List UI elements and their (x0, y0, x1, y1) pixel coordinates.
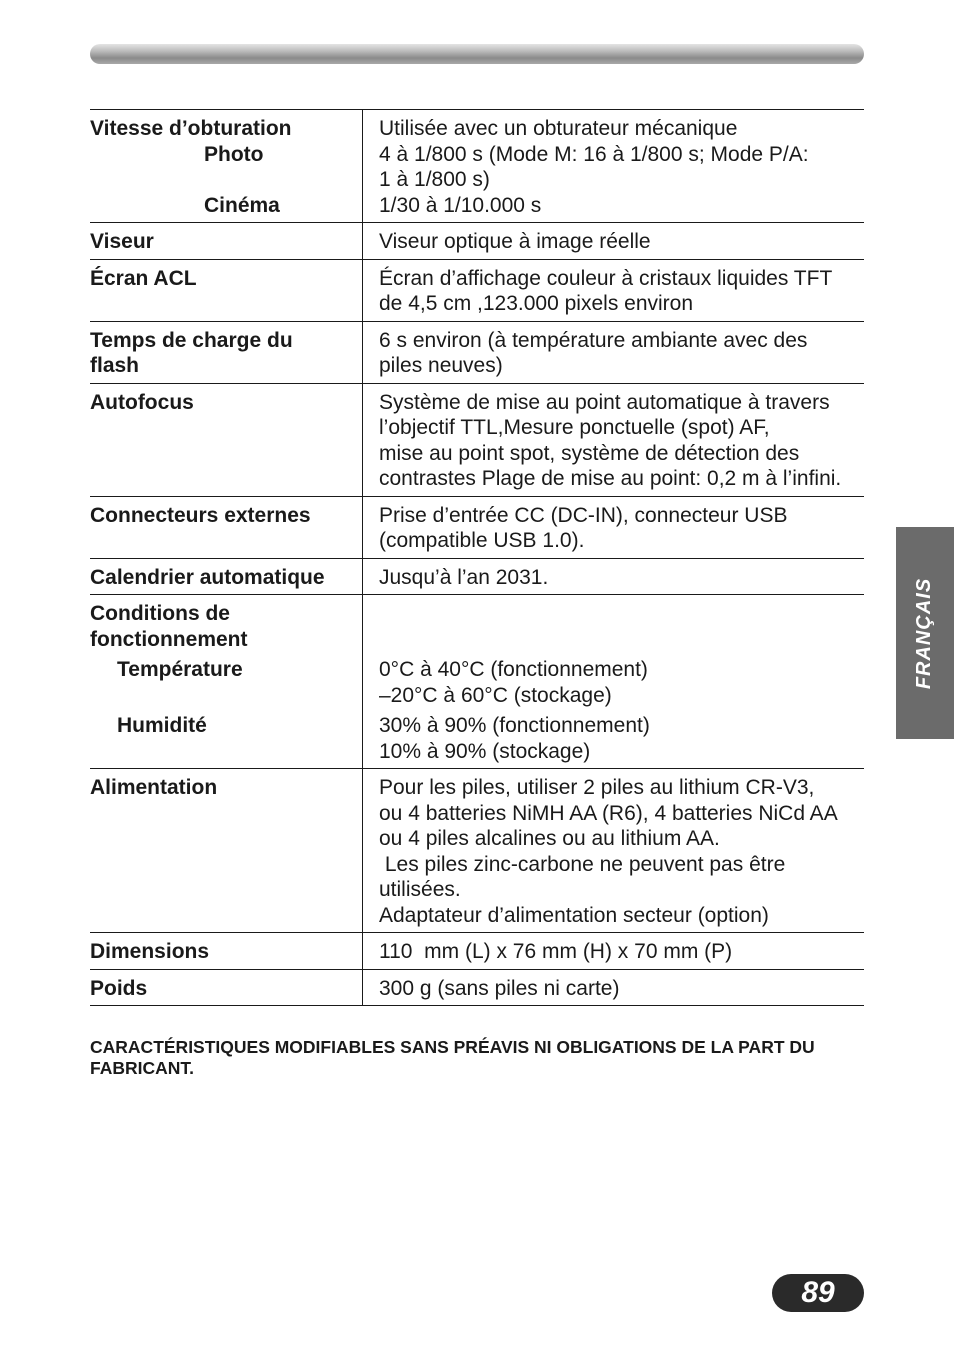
spec-value (363, 259, 865, 321)
table-row (90, 496, 864, 558)
temperature-label: Température (117, 658, 243, 681)
power-value-line: ou 4 batteries NiMH AA (R6), 4 batteries NiCd AA (379, 801, 838, 825)
humidity-value-line: 30% à 90% (fonctionnement) (379, 714, 650, 737)
flash-value-line: 6 s environ (à température ambiante avec des (379, 328, 808, 352)
calendar-value-line: Jusqu’à l’an 2031. (379, 565, 549, 589)
table-row (90, 110, 864, 223)
language-side-tab-label: FRANÇAIS (913, 577, 936, 689)
spec-label (90, 558, 363, 595)
table-row (90, 383, 864, 496)
specifications-table (90, 109, 864, 1006)
spec-value (363, 496, 865, 558)
lcd-value-line: de 4,5 cm ,123.000 pixels environ (379, 292, 694, 315)
spec-value (363, 110, 865, 223)
flash-label-line: flash (90, 354, 140, 377)
temperature-value-line: –20°C à 60°C (stockage) (379, 683, 612, 707)
power-value-line: Les piles zinc-carbone ne peuvent pas être (379, 852, 786, 876)
connectors-label: Connecteurs externes (90, 503, 311, 527)
power-value-line: Adaptateur d’alimentation secteur (option) (379, 903, 769, 927)
power-value-line: Pour les piles, utiliser 2 piles au lithium CR-V3, (379, 776, 815, 799)
lcd-value-line: Écran d’affichage couleur à cristaux liquides TFT (379, 266, 833, 290)
table-row (90, 595, 864, 769)
spec-label (90, 259, 363, 321)
shutter-value-line: 4 à 1/800 s (Mode M: 16 à 1/800 s; Mode P/A: (379, 142, 809, 166)
header-decorative-bar (90, 44, 864, 64)
spec-label (90, 595, 363, 769)
spec-value (363, 383, 865, 496)
flash-label-line: Temps de charge du (90, 328, 293, 352)
page-number: 89 (772, 1274, 864, 1312)
autofocus-value-line: Système de mise au point automatique à travers (379, 390, 830, 414)
viewfinder-value-line: Viseur optique à image réelle (379, 230, 651, 253)
spec-value (363, 933, 865, 970)
table-row (90, 321, 864, 383)
shutter-photo-label: Photo (204, 142, 264, 166)
spec-label (90, 933, 363, 970)
power-value-line: utilisées. (379, 878, 461, 901)
autofocus-value-line: mise au point spot, système de détection des (379, 441, 800, 465)
shutter-value-line: 1 à 1/800 s) (379, 168, 490, 191)
spec-value (363, 321, 865, 383)
shutter-label: Vitesse d’obturation (90, 117, 292, 140)
spec-value (363, 969, 865, 1006)
dimensions-label: Dimensions (90, 940, 210, 963)
weight-label: Poids (90, 976, 148, 1000)
spec-label (90, 321, 363, 383)
disclaimer-note: CARACTÉRISTIQUES MODIFIABLES SANS PRÉAVIS NI OBLIGATIONS DE LA PART DU FABRICANT. (90, 1037, 815, 1078)
spec-label (90, 969, 363, 1006)
spec-label (90, 223, 363, 260)
spec-value (363, 558, 865, 595)
dimensions-value-line: 110 mm (L) x 76 mm (H) x 70 mm (P) (379, 940, 733, 963)
table-row (90, 769, 864, 933)
calendar-label: Calendrier automatique (90, 565, 325, 589)
conditions-label-line: Conditions de (90, 602, 230, 625)
spec-label (90, 110, 363, 223)
shutter-value-line: 1/30 à 1/10.000 s (379, 193, 542, 217)
autofocus-value-line: contrastes Plage de mise au point: 0,2 m à l’infini. (379, 467, 842, 490)
power-label: Alimentation (90, 776, 218, 799)
autofocus-label: Autofocus (90, 390, 194, 414)
power-value-line: ou 4 piles alcalines ou au lithium AA. (379, 827, 720, 850)
viewfinder-label: Viseur (90, 230, 154, 253)
humidity-label: Humidité (117, 714, 207, 737)
connectors-value-line: Prise d’entrée CC (DC-IN), connecteur USB (379, 503, 788, 527)
spec-value (363, 769, 865, 933)
spec-label (90, 383, 363, 496)
spec-label (90, 496, 363, 558)
flash-value-line: piles neuves) (379, 354, 503, 377)
autofocus-value-line: l’objectif TTL,Mesure ponctuelle (spot) AF, (379, 416, 770, 439)
spec-label (90, 769, 363, 933)
conditions-label-line: fonctionnement (90, 627, 248, 651)
humidity-value-line: 10% à 90% (stockage) (379, 739, 591, 763)
shutter-cinema-label: Cinéma (204, 193, 280, 217)
temperature-value-line: 0°C à 40°C (fonctionnement) (379, 658, 648, 681)
table-row (90, 969, 864, 1006)
table-row (90, 223, 864, 260)
spec-value (363, 223, 865, 260)
weight-value-line: 300 g (sans piles ni carte) (379, 976, 620, 1000)
spec-value (363, 595, 865, 769)
shutter-value-line: Utilisée avec un obturateur mécanique (379, 117, 738, 140)
table-row (90, 259, 864, 321)
language-side-tab (896, 527, 954, 739)
table-row (90, 933, 864, 970)
connectors-value-line: (compatible USB 1.0). (379, 529, 585, 552)
table-row (90, 558, 864, 595)
lcd-label: Écran ACL (90, 266, 197, 290)
